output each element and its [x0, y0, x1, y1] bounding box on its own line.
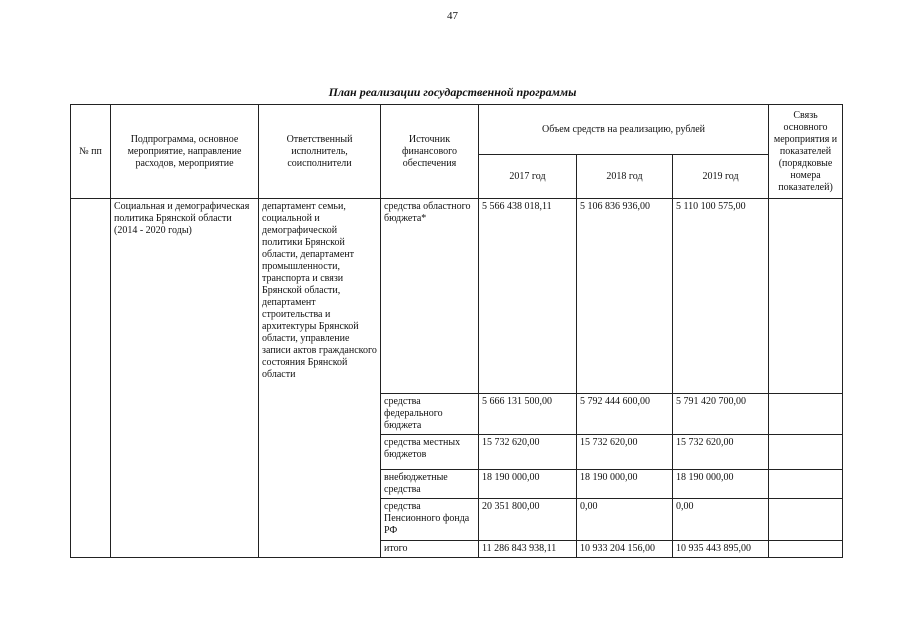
- value-2017: 18 190 000,00: [479, 470, 577, 499]
- program-executor: департамент семьи, социальной и демографической политики Брянской области, департамент промышленности, транспорта и связи Брянской области, департамент строительства и архитектуры Брянской области, управление записи актов гражданского состояния Брянской области: [259, 199, 381, 558]
- link-cell: [769, 199, 843, 394]
- header-subprogram: Подпрограмма, основное мероприятие, направление расходов, мероприятие: [111, 105, 259, 199]
- header-year-2018: 2018 год: [577, 155, 673, 199]
- link-cell: [769, 470, 843, 499]
- value-2019: 10 935 443 895,00: [673, 541, 769, 558]
- source-cell: средства местных бюджетов: [381, 435, 479, 470]
- value-2017: 11 286 843 938,11: [479, 541, 577, 558]
- source-cell: средства федерального бюджета: [381, 394, 479, 435]
- document-title: План реализации государственной программы: [328, 85, 577, 99]
- source-cell: внебюджетные средства: [381, 470, 479, 499]
- program-num: [71, 199, 111, 558]
- table-header-row: [71, 105, 843, 155]
- link-cell: [769, 394, 843, 435]
- link-cell: [769, 435, 843, 470]
- value-2017: 15 732 620,00: [479, 435, 577, 470]
- value-2018: 5 792 444 600,00: [577, 394, 673, 435]
- source-cell: средства Пенсионного фонда РФ: [381, 499, 479, 541]
- header-year-2019: 2019 год: [673, 155, 769, 199]
- page-number: 47: [447, 10, 458, 22]
- value-2018: 15 732 620,00: [577, 435, 673, 470]
- value-2018: 5 106 836 936,00: [577, 199, 673, 394]
- value-2019: 15 732 620,00: [673, 435, 769, 470]
- value-2018: 18 190 000,00: [577, 470, 673, 499]
- value-2017: 20 351 800,00: [479, 499, 577, 541]
- value-2019: 5 791 420 700,00: [673, 394, 769, 435]
- value-2018: 0,00: [577, 499, 673, 541]
- value-2018: 10 933 204 156,00: [577, 541, 673, 558]
- program-plan-table: [70, 104, 843, 558]
- header-link: Связь основного мероприятия и показателей (порядковые номера показателей): [769, 105, 843, 199]
- value-2019: 0,00: [673, 499, 769, 541]
- value-2019: 18 190 000,00: [673, 470, 769, 499]
- header-year-2017: 2017 год: [479, 155, 577, 199]
- value-2017: 5 666 131 500,00: [479, 394, 577, 435]
- source-cell: итого: [381, 541, 479, 558]
- header-volume: Объем средств на реализацию, рублей: [479, 105, 769, 155]
- source-cell: средства областного бюджета*: [381, 199, 479, 394]
- value-2017: 5 566 438 018,11: [479, 199, 577, 394]
- header-num: № пп: [71, 105, 111, 199]
- header-executor: Ответственный исполнитель, соисполнители: [259, 105, 381, 199]
- link-cell: [769, 499, 843, 541]
- program-name: Социальная и демографическая политика Брянской области (2014 - 2020 годы): [111, 199, 259, 558]
- value-2019: 5 110 100 575,00: [673, 199, 769, 394]
- table-row: [71, 199, 843, 394]
- header-source: Источник финансового обеспечения: [381, 105, 479, 199]
- link-cell: [769, 541, 843, 558]
